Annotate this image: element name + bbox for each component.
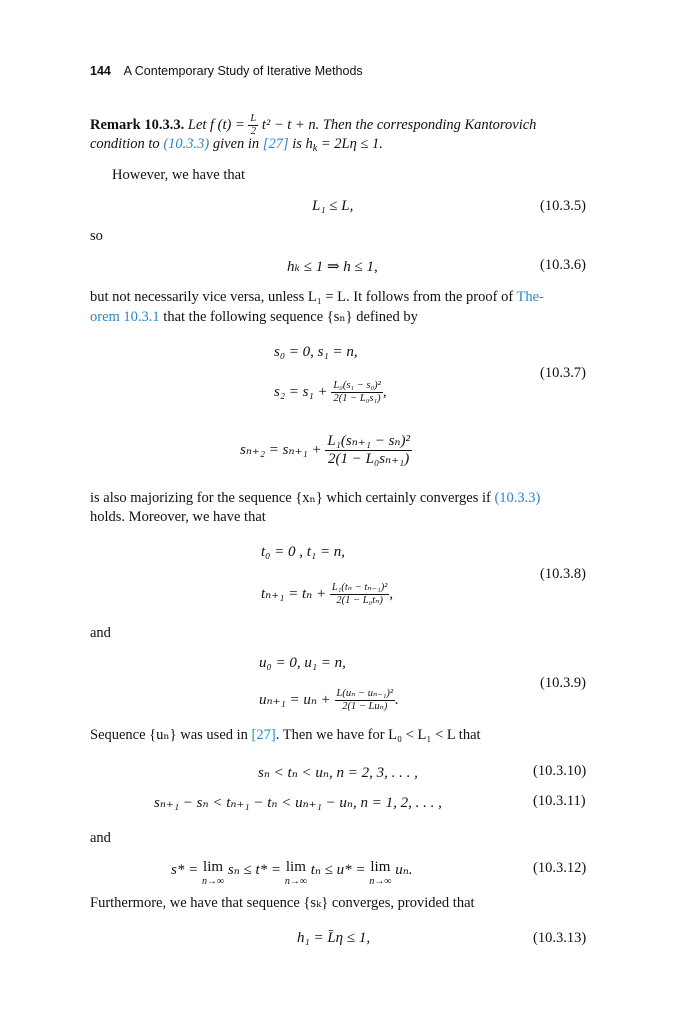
remark-text-1: Let f (t) = (187, 116, 245, 133)
remark-subscript-k: k (312, 143, 318, 154)
eq-10-3-9-numerator: L(uₙ − uₙ₋₁)² (336, 688, 394, 699)
equation-10-3-7-line-2 (274, 380, 387, 405)
eq-10-3-9-lhs: uₙ₊₁ = uₙ + (259, 692, 331, 708)
lim-under-1: n→∞ (201, 876, 225, 887)
remark-text-4: given in (212, 136, 260, 152)
eq-10-3-7-s2-denominator: 2(1 − L₀s₁) (331, 392, 382, 405)
para-majorizing-line-2: holds. Moreover, we have that (90, 509, 266, 525)
eq-10-3-12-lim-3 (369, 860, 391, 887)
remark-frac-den: 2 (248, 125, 258, 138)
equation-10-3-7-line-3 (240, 433, 412, 469)
link-ref-27-b[interactable]: [27] (251, 727, 276, 743)
equation-10-3-6: hₖ ≤ 1 ⇒ h ≤ 1, (287, 259, 378, 275)
page-number: 144 (90, 64, 111, 78)
equation-number-10-3-10: (10.3.10) (533, 763, 587, 779)
eq-10-3-12-lim-2 (285, 860, 307, 887)
eq-10-3-12-un: uₙ. (395, 862, 413, 878)
equation-number-10-3-12: (10.3.12) (533, 860, 587, 876)
eq-10-3-7-sn-lhs: sₙ₊₂ = sₙ₊₁ + (240, 442, 322, 459)
eq-10-3-7-s2-fraction (331, 380, 382, 405)
eq-10-3-7-s2-lhs: s₂ = s₁ + (274, 384, 328, 400)
equation-10-3-8-line-1: t₀ = 0 , t₁ = n, (261, 544, 346, 560)
eq-10-3-8-fraction (330, 582, 390, 607)
equation-number-10-3-7: (10.3.7) (540, 365, 586, 381)
lim-under-3: n→∞ (369, 876, 392, 887)
equation-10-3-5: L₁ ≤ L, (312, 198, 354, 214)
lim-word-3: lim (370, 859, 391, 875)
eq-10-3-7-sn-fraction (325, 433, 412, 469)
equation-10-3-8-line-2 (261, 582, 393, 607)
equation-10-3-10: sₙ < tₙ < uₙ, n = 2, 3, . . . , (258, 765, 418, 781)
para-but-line-1 (90, 287, 544, 308)
equation-number-10-3-11: (10.3.11) (533, 793, 586, 809)
remark-label: Remark 10.3.3. (90, 116, 185, 133)
equation-10-3-9-line-1: u₀ = 0, u₁ = n, (259, 655, 346, 671)
remark-text-2: t² − t + n. Then the corresponding Kantorovich (261, 116, 537, 133)
eq-10-3-7-sn-numerator: L₁(sₙ₊₁ − sₙ)² (327, 433, 410, 449)
lim-word-1: lim (203, 859, 224, 875)
para-majorizing-text-1: is also majorizing for the sequence {xₙ} which certainly converges if (90, 490, 491, 506)
remark-text-6: = 2Lη ≤ 1. (320, 136, 383, 152)
equation-10-3-11: sₙ₊₁ − sₙ < tₙ₊₁ − tₙ < uₙ₊₁ − uₙ, n = 1, 2, . . . , (154, 795, 442, 811)
eq-10-3-12-s-star: s* = (171, 862, 199, 878)
eq-10-3-8-comma: , (389, 586, 394, 602)
eq-10-3-8-denominator: 2(1 − L₀tₙ) (330, 594, 390, 607)
para-but-line-2 (90, 307, 418, 328)
equation-10-3-9-line-2 (259, 688, 399, 713)
para-but-text-1: but not necessarily vice versa, unless L₁ = L. It follows from the proof of (90, 289, 514, 305)
eq-10-3-7-s2-comma: , (382, 384, 387, 400)
eq-10-3-8-lhs: tₙ₊₁ = tₙ + (261, 586, 327, 602)
running-header (90, 64, 363, 78)
eq-10-3-8-numerator: L₁(tₙ − tₙ₋₁)² (331, 582, 388, 593)
eq-10-3-12-sn: sₙ ≤ t* = (227, 862, 282, 878)
para-sequence-text-1: Sequence {uₙ} was used in (90, 727, 248, 743)
lim-under-2: n→∞ (284, 876, 307, 887)
para-however: However, we have that (112, 167, 246, 183)
remark-text-3: condition to (90, 136, 160, 152)
link-eq-10-3-3-b[interactable]: (10.3.3) (494, 490, 541, 506)
equation-number-10-3-9: (10.3.9) (540, 675, 586, 691)
equation-number-10-3-5: (10.3.5) (540, 198, 586, 214)
para-majorizing-line-1 (90, 488, 540, 509)
eq-10-3-12-tn: tₙ ≤ u* = (310, 862, 366, 878)
eq-10-3-7-s2-numerator: L₀(s₁ − s₀)² (333, 380, 381, 391)
eq-10-3-12-lim-1 (202, 860, 224, 887)
eq-10-3-9-denominator: 2(1 − Luₙ) (335, 700, 396, 713)
link-ref-27[interactable]: [27] (262, 136, 289, 152)
eq-10-3-7-sn-denominator: 2(1 − L₀sₙ₊₁) (325, 450, 412, 468)
remark-text-5: is h (292, 136, 313, 152)
equation-number-10-3-6: (10.3.6) (540, 257, 586, 273)
word-and-2: and (90, 830, 111, 846)
eq-10-3-9-fraction (335, 688, 396, 713)
equation-10-3-12 (171, 860, 413, 887)
word-so: so (90, 228, 103, 244)
lim-word-2: lim (285, 859, 306, 875)
eq-10-3-9-period: . (395, 692, 399, 708)
equation-10-3-7-line-1: s₀ = 0, s₁ = n, (274, 344, 358, 360)
remark-frac-num: L (250, 113, 257, 124)
link-theorem-10-3-1[interactable]: orem 10.3.1 (90, 309, 160, 325)
para-sequence (90, 725, 481, 746)
remark-line-2 (90, 134, 383, 159)
equation-number-10-3-8: (10.3.8) (540, 566, 586, 582)
para-furthermore: Furthermore, we have that sequence {sₖ} converges, provided that (90, 895, 475, 911)
para-but-text-2: that the following sequence {sₙ} defined by (163, 309, 418, 325)
equation-number-10-3-13: (10.3.13) (533, 930, 587, 946)
book-title: A Contemporary Study of Iterative Methods (123, 64, 363, 78)
link-eq-10-3-3[interactable]: (10.3.3) (163, 136, 210, 152)
equation-10-3-13: h₁ = L̄η ≤ 1, (297, 930, 371, 946)
word-and-1: and (90, 625, 111, 641)
para-sequence-text-2: . Then we have for L₀ < L₁ < L that (275, 727, 481, 743)
link-theorem-part-1[interactable]: The- (516, 289, 544, 305)
